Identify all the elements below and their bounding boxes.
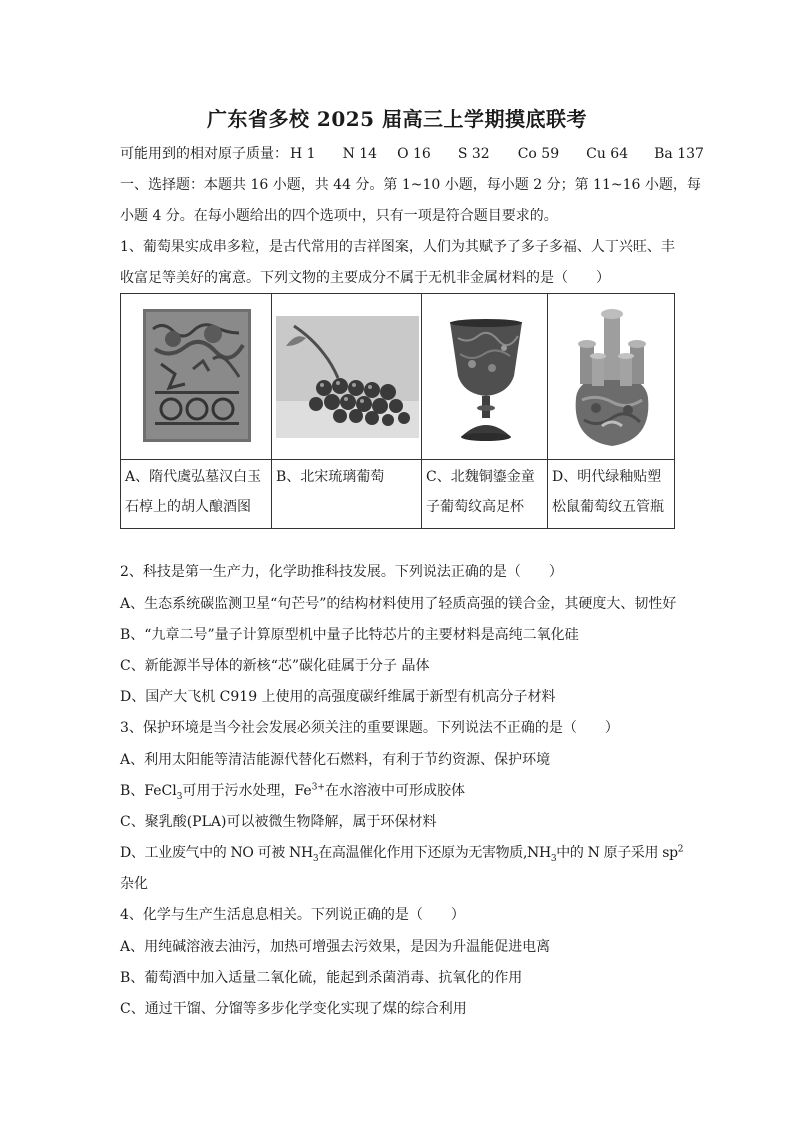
- q4-option-a: A、用纯碱溶液去油污，加热可增强去污效果，是因为升温能促进电离: [120, 939, 551, 955]
- q2-option-a: A、生态系统碳监测卫星“句芒号”的结构材料使用了轻质高强的镁合金，其硬度大、韧性好: [120, 596, 677, 612]
- q2-option-c: C、新能源半导体的新核“芯”碳化硅属于分子 晶体: [120, 658, 430, 674]
- q3-option-c: C、聚乳酸(PLA)可以被微生物降解，属于环保材料: [120, 814, 437, 830]
- option-a-caption-line2: 石椁上的胡人酿酒图: [125, 499, 251, 515]
- option-b-image-cell: [272, 294, 422, 460]
- mass-n: N 14: [342, 146, 378, 162]
- q2-stem: 2、科技是第一生产力，化学助推科技发展。下列说法正确的是（ ）: [120, 564, 563, 580]
- q3-b-sub: 3: [176, 791, 183, 802]
- option-d-caption-line1: D、明代绿釉贴塑: [552, 469, 662, 485]
- mass-ba: Ba 137: [654, 146, 704, 162]
- atomic-masses-label: 可能用到的相对原子质量：: [120, 146, 288, 162]
- q1-stem-line1: 1、葡萄果实成串多粒，是古代常用的吉祥图案，人们为其赋予了多子多福、人丁兴旺、丰: [120, 239, 675, 255]
- q3-d-sup: 2: [677, 844, 684, 855]
- q4-option-b: B、葡萄酒中加入适量二氧化硫，能起到杀菌消毒、抗氧化的作用: [120, 970, 523, 986]
- option-a-image-cell: [121, 294, 272, 460]
- q3-d-part1: D、工业废气中的 NO 可被 NH: [120, 845, 313, 861]
- q3-option-d: [120, 843, 684, 864]
- section1-line1: 一、选择题：本题共 16 小题，共 44 分。第 1~10 小题，每小题 2 分；第 11~16 小题，每: [120, 177, 701, 193]
- glass-grapes-image: [276, 316, 419, 438]
- option-c-image-cell: [422, 294, 548, 460]
- option-b-caption: [272, 460, 422, 529]
- q3-d-part3: 中的 N 原子采用 sp: [556, 845, 678, 861]
- q2-option-d: D、国产大飞机 C919 上使用的高强度碳纤维属于新型有机高分子材料: [120, 689, 556, 705]
- option-c-caption-line2: 子葡萄纹高足杯: [426, 499, 524, 515]
- option-a-caption: [121, 460, 272, 529]
- section1-line2: 小题 4 分。在每小题给出的四个选项中，只有一项是符合题目要求的。: [120, 208, 558, 224]
- q3-d-sub2: 3: [550, 853, 557, 864]
- mass-s: S 32: [457, 146, 490, 162]
- q3-option-b: [120, 781, 680, 801]
- q3-b-mid: 可用于污水处理，Fe: [182, 783, 312, 799]
- option-c-caption: [422, 460, 548, 529]
- q3-stem: 3、保护环境是当今社会发展必须关注的重要课题。下列说法不正确的是（ ）: [120, 720, 619, 736]
- exam-title: 广东省多校 2025 届高三上学期摸底联考: [206, 107, 588, 131]
- q3-d-sub1: 3: [312, 853, 319, 864]
- q3-b-sup: 3+: [311, 782, 325, 793]
- green-glaze-vase-image: [562, 300, 662, 450]
- bronze-cup-image: [448, 318, 524, 443]
- q3-option-a: A、利用太阳能等清洁能源代替化石燃料，有利于节约资源、保护环境: [120, 752, 551, 768]
- q4-stem: 4、化学与生产生活息息相关。下列说正确的是（ ）: [120, 907, 465, 923]
- mass-co: Co 59: [517, 146, 560, 162]
- q4-option-c: C、通过干馏、分馏等多步化学变化实现了煤的综合利用: [120, 1001, 467, 1017]
- q2-option-b: B、“九章二号”量子计算原型机中量子比特芯片的主要材料是高纯二氧化硅: [120, 627, 579, 643]
- mass-o: O 16: [397, 146, 431, 162]
- mass-cu: Cu 64: [586, 146, 629, 162]
- q3-option-d-line2: 杂化: [120, 876, 148, 892]
- q3-d-part2: 在高温催化作用下还原为无害物质,NH: [318, 845, 551, 861]
- option-c-caption-line1: C、北魏铜鎏金童: [426, 469, 535, 485]
- option-d-caption: [548, 460, 675, 529]
- option-d-caption-line2: 松鼠葡萄纹五管瓶: [552, 499, 664, 515]
- atomic-masses-line: [120, 144, 704, 164]
- q1-options-table: [120, 293, 675, 529]
- q1-stem-line2: 收富足等美好的寓意。下列文物的主要成分不属于无机非金属材料的是（ ）: [120, 270, 610, 286]
- option-a-caption-line1: A、隋代虞弘墓汉白玉: [125, 469, 262, 485]
- mass-h: H 1: [290, 146, 316, 162]
- q3-b-post: 在水溶液中可形成胶体: [324, 783, 465, 799]
- stone-relief-image: [143, 309, 251, 442]
- q3-b-pre: B、FeCl: [120, 783, 177, 799]
- option-b-caption-line1: B、北宋琉璃葡萄: [276, 469, 385, 485]
- option-d-image-cell: [548, 294, 675, 460]
